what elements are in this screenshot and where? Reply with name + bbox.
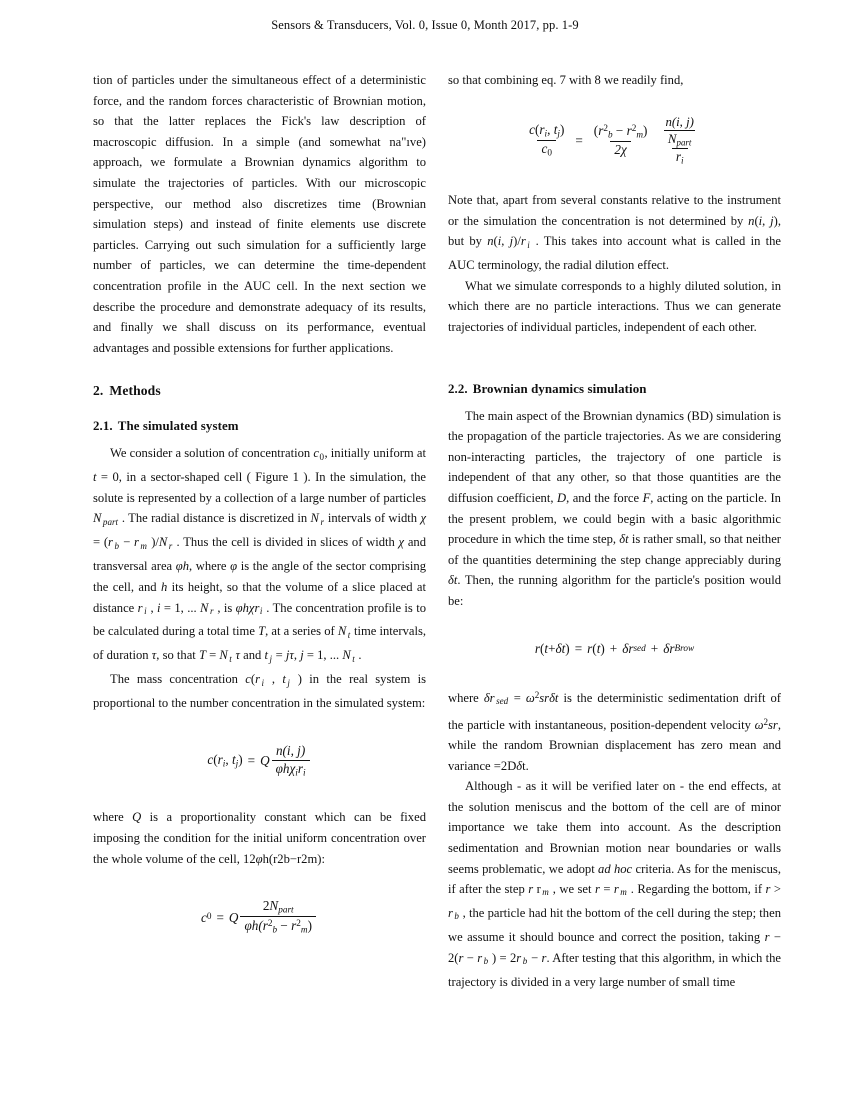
text-run: its height, so that the volume of a slice placed at distance bbox=[93, 579, 426, 615]
math-sub: 0 bbox=[319, 451, 324, 462]
eq-sub: Brow bbox=[674, 642, 695, 653]
text-run: , bbox=[501, 234, 510, 249]
paragraph-bd-main-aspect bbox=[448, 406, 781, 612]
math-r: r bbox=[520, 234, 526, 249]
eq-Q: Q bbox=[228, 909, 239, 925]
paragraph-end-effects bbox=[448, 776, 781, 992]
text-run: ) = 2 bbox=[488, 950, 517, 965]
text-run: > bbox=[770, 882, 782, 897]
text-run: − bbox=[463, 950, 478, 965]
paragraph-radial-dilution bbox=[448, 190, 781, 276]
paragraph-mass-concentration bbox=[93, 669, 426, 714]
math-r: r bbox=[765, 882, 771, 897]
text-run: The mass concentration bbox=[110, 672, 246, 687]
text-run: , acting on the particle. In the present problem, we could begin with a basic algorithmic procedure in which the time step, bbox=[448, 491, 781, 547]
eq-r: r bbox=[587, 640, 593, 656]
text-run: , we set bbox=[549, 882, 595, 897]
two-column-body bbox=[93, 70, 781, 992]
text-run: = bbox=[599, 882, 614, 897]
math-sub: t bbox=[229, 653, 232, 664]
eq-coefficient: 2 bbox=[262, 898, 270, 914]
text-run: ( bbox=[754, 213, 759, 228]
math-r: r bbox=[477, 950, 483, 965]
eq-N: N bbox=[667, 131, 677, 146]
eq-r: r bbox=[539, 122, 545, 138]
eq-equals: = bbox=[574, 640, 583, 656]
text-run: where bbox=[93, 810, 133, 825]
eq-delta-r-brow: δr bbox=[663, 640, 675, 656]
math-r: r bbox=[528, 882, 534, 897]
eq-t: t bbox=[596, 640, 601, 656]
eq-den-phih: φh( bbox=[244, 918, 263, 934]
text-run: = ( bbox=[93, 535, 109, 550]
text-run: and transversal area bbox=[93, 535, 426, 574]
math-sup: 2 bbox=[534, 689, 540, 700]
math-adhoc: ad hoc bbox=[598, 861, 633, 876]
text-run: = bbox=[205, 648, 220, 663]
eq-paren: ) bbox=[238, 751, 243, 767]
eq-sub: 0 bbox=[547, 147, 552, 158]
math-t: t bbox=[264, 648, 268, 663]
eq-sub: j bbox=[557, 128, 560, 139]
text-run: is rather small, so that neither of the quantities determining the step change appreciably during bbox=[448, 532, 782, 567]
eq-sup: 2 bbox=[603, 123, 608, 133]
math-N: N bbox=[158, 535, 168, 550]
math-n: n bbox=[748, 213, 755, 228]
math-r: r bbox=[516, 950, 522, 965]
math-T: T bbox=[258, 624, 266, 639]
subsection-heading-brownian-dynamics bbox=[448, 380, 781, 398]
math-sub: i bbox=[144, 605, 147, 616]
math-phi: φ bbox=[230, 559, 238, 574]
equation-mass-concentration bbox=[93, 744, 426, 778]
paragraph-sedimentation-drift bbox=[448, 685, 781, 776]
text-run: h(r2b−r2m): bbox=[262, 851, 325, 866]
text-run: Although - as it will be verified later on - the end effects, at the solution meniscus and the bottom of the cell are of minor importance we take them into account. As the description sedimentation and Brownian motion near boundaries or walls seems problematic, we adopt bbox=[448, 779, 781, 876]
math-sub: i bbox=[261, 677, 265, 688]
eq-paren: ) bbox=[565, 640, 570, 656]
text-run: and bbox=[239, 648, 265, 663]
math-sub: b bbox=[454, 911, 459, 922]
eq-paren: ( bbox=[593, 123, 599, 139]
text-run: . The radial distance is discretized in bbox=[118, 511, 311, 526]
math-sub: r bbox=[168, 540, 173, 551]
text-run: , where bbox=[189, 559, 231, 574]
text-run: We consider a solution of concentration bbox=[110, 446, 314, 461]
subsection-heading-simulated-system bbox=[93, 417, 426, 435]
math-sub: i bbox=[259, 605, 263, 616]
eq-den-r: r bbox=[297, 760, 304, 776]
text-run: The main aspect of the Brownian dynamics (BD) simulation is the propagation of the particle trajectories. As we are considering non-interacting particles, the trajectory of one particle is independent of that any other, so that those quantities are the diffusion coefficient, bbox=[448, 408, 781, 506]
text-run: , while the random Brownian displacement has zero mean and variance =2D bbox=[448, 717, 781, 773]
text-run: ) in the real system is proportional to the number concentration in the simulated system: bbox=[93, 672, 426, 711]
math-sub: t bbox=[352, 653, 355, 664]
eq-comma: , bbox=[547, 122, 554, 138]
math-D: D bbox=[556, 491, 567, 506]
math-N: N bbox=[200, 600, 209, 615]
eq-t: t bbox=[553, 122, 558, 138]
text-run: is a proportionality constant which can be fixed imposing the condition for the initial uniform concentration over the whole volume of the cell, 12 bbox=[93, 810, 426, 866]
math-tau: τ bbox=[232, 648, 240, 663]
paragraph-simulated-system bbox=[93, 443, 426, 669]
eq-sub: i bbox=[303, 767, 306, 778]
eq-sub: sed bbox=[633, 642, 646, 653]
text-run: r bbox=[533, 882, 541, 897]
eq-inner-numerator: n(i, j) bbox=[665, 114, 694, 129]
eq-c: c bbox=[529, 122, 535, 138]
math-sub: j bbox=[269, 653, 272, 664]
eq-r: r bbox=[262, 918, 268, 934]
math-omega: ω bbox=[754, 717, 764, 732]
text-run: , bbox=[293, 648, 301, 663]
math-sub: b bbox=[483, 955, 489, 966]
math-r: r bbox=[134, 535, 139, 550]
math-chi: χ bbox=[420, 511, 427, 526]
eq-r: r bbox=[534, 640, 540, 656]
text-run: = 1, ... bbox=[303, 648, 343, 663]
eq-equals: = bbox=[575, 132, 583, 148]
text-run: , the particle had hit the bottom of the cell during the step; then we assume it should bounce and correct the position, taking bbox=[448, 906, 781, 944]
subsection-number: 2.1. bbox=[93, 419, 113, 434]
text-run: is the angle of the sector comprising the cell, and bbox=[93, 559, 426, 594]
eq-sub: i bbox=[680, 155, 684, 166]
text-run: )/ bbox=[147, 535, 159, 550]
eq-fraction bbox=[272, 744, 310, 778]
math-r: r bbox=[108, 535, 113, 550]
math-srdeltat: srδt bbox=[539, 690, 559, 705]
math-phihchir: φhχr bbox=[235, 600, 260, 615]
eq-plus: + bbox=[609, 640, 618, 656]
eq-paren: ) bbox=[643, 123, 648, 139]
eq-N: N bbox=[269, 898, 279, 914]
math-sub: sed bbox=[496, 695, 509, 706]
eq-mid-fraction bbox=[590, 123, 652, 158]
math-N: N bbox=[337, 624, 347, 639]
eq-r: r bbox=[291, 918, 297, 934]
math-delta: δ bbox=[516, 758, 523, 773]
eq-r: r bbox=[626, 123, 632, 139]
eq-minus: − bbox=[612, 123, 627, 139]
eq-fraction bbox=[240, 899, 316, 935]
math-r: r bbox=[613, 882, 619, 897]
eq-inner-fraction bbox=[661, 115, 697, 148]
math-i: i bbox=[497, 234, 502, 249]
eq-paren: ( bbox=[213, 751, 218, 767]
math-r: r bbox=[448, 906, 453, 921]
text-run: ), but by bbox=[448, 213, 781, 249]
math-i: i bbox=[157, 600, 161, 615]
eq-sub: m bbox=[636, 129, 644, 140]
eq-sub: part bbox=[278, 904, 294, 915]
math-r: r bbox=[458, 950, 464, 965]
paragraph-combining-eq: so that combining eq. 7 with 8 we readily find, bbox=[448, 73, 684, 87]
eq-sub: i bbox=[222, 758, 226, 769]
text-run: − bbox=[527, 950, 542, 965]
text-run: = bbox=[508, 690, 526, 705]
text-run: )/ bbox=[513, 234, 521, 249]
text-run: − 2( bbox=[448, 929, 781, 965]
math-r: r bbox=[137, 600, 143, 615]
paragraph-diluted-solution: What we simulate corresponds to a highly diluted solution, in which there are no particle interactions. Thus we can generate trajectories of individual particles, independent of each other. bbox=[448, 278, 781, 335]
eq-r: r bbox=[675, 149, 681, 165]
text-run: . bbox=[355, 648, 362, 663]
equation-c0 bbox=[93, 899, 426, 935]
text-run: ( bbox=[493, 234, 498, 249]
math-N: N bbox=[310, 511, 319, 526]
text-run: time intervals, of duration bbox=[93, 624, 426, 663]
equation-concentration-ratio bbox=[448, 115, 781, 167]
eq-sup: 2 bbox=[296, 918, 301, 929]
eq-plus: + bbox=[548, 640, 556, 656]
text-run: , initially uniform at bbox=[324, 446, 426, 461]
eq-paren: ( bbox=[539, 640, 545, 656]
eq-sub: m bbox=[300, 924, 308, 935]
math-r: r bbox=[255, 672, 260, 687]
math-sub: j bbox=[287, 677, 290, 688]
math-F: F bbox=[642, 491, 651, 506]
paragraph-continuation: tion of particles under the simultaneous effect of a deterministic force, and the random forces characteristic of Brownian motion, so that the latter replaces the Fick's law description of macroscopic diffusion. In a simple (and somewhat na"ıve) approach, we formulate a Brownian dynamics algorithm to simulate the trajectories of particles. With our microscopic perspective, our method also discretizes time (Brownian simulation steps) and instead of finite elements use discrete particles. Carrying out such simulation for a sufficiently large number of particles, we can determine the time-dependent concentration profile in the AUC cell. In the next section we describe the procedure and demonstrate adequacy of its results, and finally we shall discuss on its performance, eventual advantages and possible extensions for further applications. bbox=[93, 73, 426, 355]
text-run: Note that, apart from several constants relative to the instrument or the simulation the concentration is not determined by bbox=[448, 193, 781, 228]
text-run: − bbox=[119, 535, 135, 550]
running-head: Sensors & Transducers, Vol. 0, Issue 0, Month 2017, pp. 1-9 bbox=[271, 18, 579, 32]
subsection-title: Brownian dynamics simulation bbox=[472, 381, 647, 396]
text-run: t. bbox=[522, 758, 529, 773]
text-run: , and the force bbox=[566, 491, 643, 506]
math-t: t bbox=[93, 470, 97, 485]
eq-sub: b bbox=[272, 924, 278, 935]
text-run: , is bbox=[213, 600, 236, 615]
text-run: = 1, ... bbox=[160, 600, 201, 615]
eq-t: t bbox=[544, 640, 549, 656]
math-deltat: δt bbox=[619, 532, 629, 547]
math-j: j bbox=[300, 648, 304, 663]
eq-den-phihchi: φhχ bbox=[275, 760, 296, 776]
eq-numerator: n(i, j) bbox=[275, 742, 306, 758]
math-j: j bbox=[770, 213, 774, 228]
eq-c: c bbox=[541, 140, 548, 156]
math-deltat: δt bbox=[448, 573, 458, 588]
eq-paren: ( bbox=[534, 122, 540, 138]
text-run: where bbox=[448, 690, 484, 705]
text-run: intervals of width bbox=[324, 511, 421, 526]
math-sub: t bbox=[347, 629, 351, 640]
math-h: h bbox=[160, 579, 168, 594]
math-sub: b bbox=[522, 955, 528, 966]
math-sub: b bbox=[114, 540, 119, 551]
eq-r: r bbox=[217, 751, 223, 767]
text-run: , at a series of bbox=[265, 624, 338, 639]
eq-c: c bbox=[201, 909, 207, 925]
text-run: is the deterministic sedimentation drift of the particle with instantaneous, position-dependent velocity bbox=[448, 690, 781, 732]
section-heading-methods bbox=[93, 381, 426, 400]
text-run: , bbox=[147, 600, 158, 615]
math-sr: sr bbox=[768, 717, 778, 732]
math-N: N bbox=[342, 648, 351, 663]
text-run: . Regarding the bottom, if bbox=[627, 882, 766, 897]
math-sub: m bbox=[140, 540, 147, 551]
subsection-title: The simulated system bbox=[117, 419, 239, 434]
math-tau: τ bbox=[151, 648, 157, 663]
right-column bbox=[448, 70, 781, 992]
math-sub: i bbox=[527, 239, 530, 250]
math-T: T bbox=[198, 648, 206, 663]
eq-c: c bbox=[207, 751, 214, 767]
math-jtau: jτ bbox=[285, 648, 294, 663]
paragraph-proportionality bbox=[93, 807, 426, 869]
eq-lhs-fraction bbox=[525, 123, 568, 158]
section-title: Methods bbox=[109, 383, 161, 399]
eq-paren: ) bbox=[559, 122, 565, 138]
text-run: . After testing that this algorithm, in which the trajectory is divided in a very large number of small time bbox=[448, 950, 782, 989]
eq-Q: Q bbox=[260, 753, 270, 769]
eq-r: r bbox=[598, 123, 604, 139]
math-sub: part bbox=[102, 516, 119, 527]
eq-paren: ) bbox=[307, 918, 312, 934]
eq-sub: b bbox=[607, 129, 613, 140]
math-phih: φh bbox=[175, 559, 189, 574]
math-r: r bbox=[594, 882, 600, 897]
eq-paren: ( bbox=[592, 640, 597, 656]
eq-equals: = bbox=[247, 753, 256, 769]
math-Q: Q bbox=[132, 810, 142, 825]
math-sub: m bbox=[542, 887, 549, 898]
math-c: c bbox=[313, 446, 319, 461]
text-run: , bbox=[762, 213, 771, 228]
eq-comma: , bbox=[225, 751, 232, 767]
math-N: N bbox=[93, 511, 102, 526]
math-j: j bbox=[509, 234, 514, 249]
eq-denominator: 2χ bbox=[610, 141, 630, 158]
math-phi: φ bbox=[255, 851, 263, 866]
math-N: N bbox=[219, 648, 228, 663]
eq-paren: ) bbox=[600, 640, 605, 656]
math-sub: r bbox=[209, 605, 214, 616]
math-i: i bbox=[758, 213, 763, 228]
math-chi: χ bbox=[398, 535, 405, 550]
math-n: n bbox=[487, 234, 494, 249]
eq-sub: part bbox=[676, 137, 692, 148]
eq-deltat: δt bbox=[555, 640, 566, 656]
eq-sub: j bbox=[235, 758, 239, 769]
math-sub: m bbox=[620, 887, 627, 898]
eq-sup: 2 bbox=[631, 123, 637, 133]
text-run: = 0, in a sector-shaped cell ( Figure 1 ). In the simulation, the solute is represented by a collection of a large number of particles bbox=[93, 470, 426, 505]
math-c: c bbox=[245, 672, 251, 687]
eq-right-nested-fraction bbox=[655, 115, 703, 167]
eq-plus: + bbox=[650, 640, 659, 656]
text-run: ( bbox=[250, 672, 256, 687]
text-run: , so that bbox=[156, 648, 199, 663]
text-run: . Then, the running algorithm for the particle's position would be: bbox=[448, 573, 781, 609]
math-t: t bbox=[282, 672, 286, 687]
text-run: = bbox=[272, 648, 286, 663]
eq-equals: = bbox=[216, 909, 224, 925]
eq-sub: i bbox=[295, 767, 298, 778]
equation-position-update bbox=[448, 642, 781, 655]
math-r: r bbox=[541, 950, 547, 965]
section-number: 2. bbox=[93, 383, 104, 399]
text-run: , bbox=[264, 672, 283, 687]
eq-minus: − bbox=[277, 918, 292, 934]
left-column bbox=[93, 70, 426, 992]
text-run: . This takes into account what is called in the AUC terminology, the radial dilution effect. bbox=[448, 234, 782, 273]
math-sub: r bbox=[320, 516, 324, 527]
math-omega: ω bbox=[525, 690, 535, 705]
text-run: . Thus the cell is divided in slices of width bbox=[172, 535, 399, 550]
subsection-number: 2.2. bbox=[448, 381, 468, 396]
eq-sub: i bbox=[544, 128, 548, 139]
eq-sup: 2 bbox=[267, 918, 273, 929]
text-run: . The concentration profile is to be calculated during a total time bbox=[93, 600, 426, 639]
eq-delta-r-sed: δr bbox=[622, 640, 634, 656]
math-delta-r: δr bbox=[483, 690, 495, 705]
math-r: r bbox=[764, 929, 770, 944]
math-sup: 2 bbox=[763, 716, 769, 727]
eq-t: t bbox=[231, 751, 236, 767]
text-run: criteria. As for the meniscus, if after the step bbox=[448, 861, 781, 897]
eq-sub: 0 bbox=[206, 911, 212, 922]
